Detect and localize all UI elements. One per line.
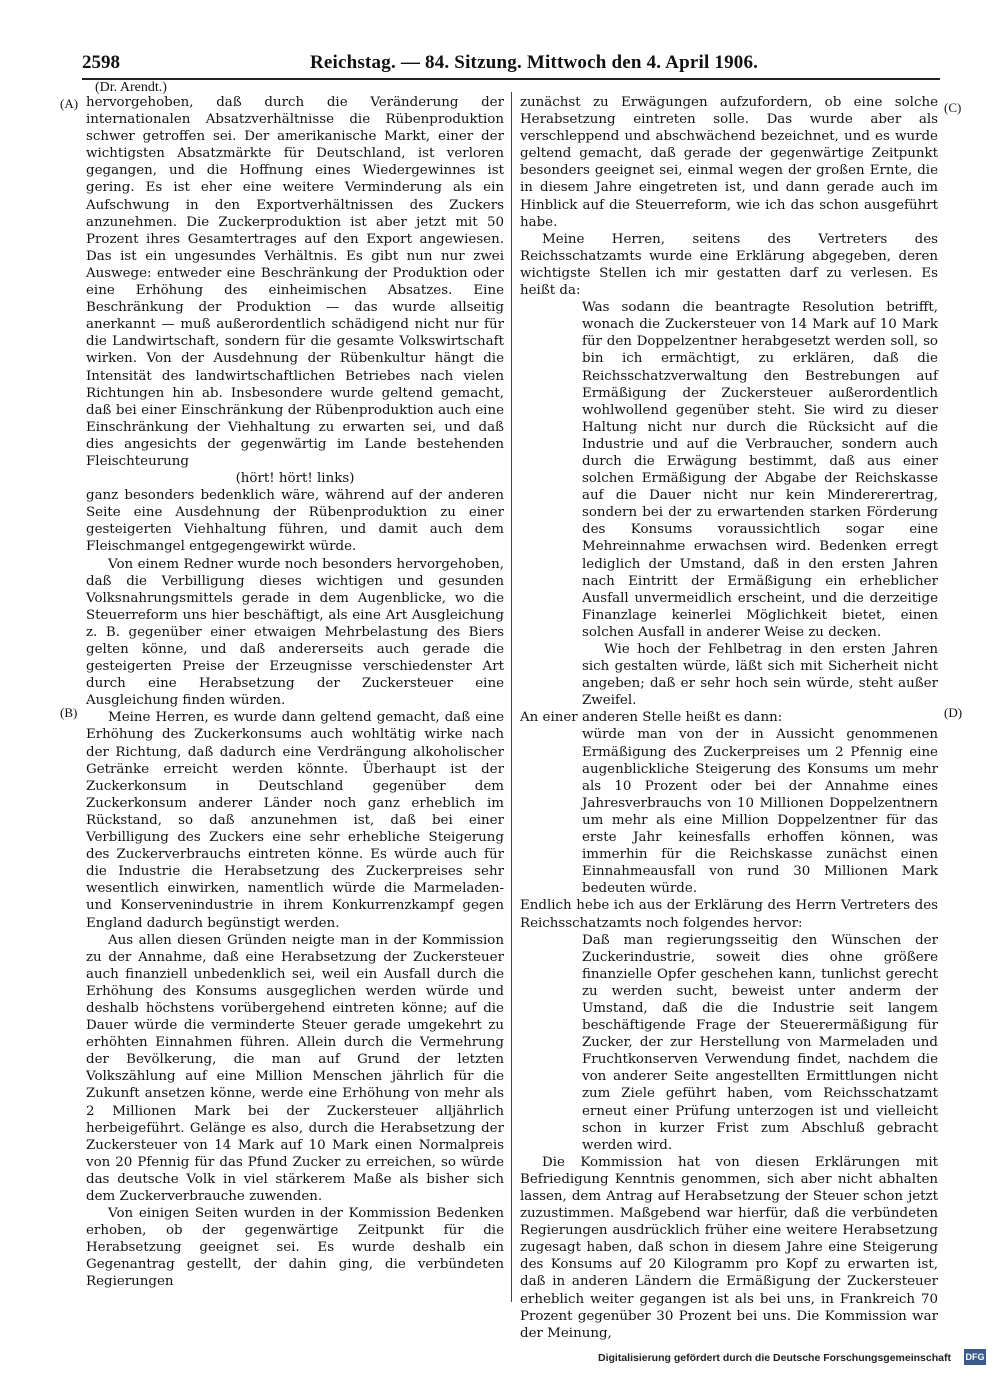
speaker-label: (Dr. Arendt.)	[95, 80, 167, 95]
paragraph: Endlich hebe ich aus der Erklärung des Herrn Vertreters des Reichsschatzamts noch folgendes hervor:	[520, 898, 938, 931]
page-header	[82, 52, 940, 76]
paragraph: zunächst zu Erwägungen aufzufordern, ob eine solche Herabsetzung eintreten solle. Das wurde aber als verschleppend und abschwächend bezeichnet, und es wurde geltend gemacht, daß gerade der gegenwärtige Zeitpunkt besonders geeignet sei, einmal wegen der großen Ernte, die in diesem Jahre eingetreten ist, und dann gerade auch im Hinblick auf die Steuerreform, wie ich das schon ausgeführt habe.	[520, 95, 938, 230]
running-title: Reichstag. — 84. Sitzung. Mittwoch den 4. April 1906.	[310, 52, 759, 73]
quotation: Daß man regierungsseitig den Wünschen der Zuckerindustrie, soweit dies ohne größere finanzielle Opfer geschehen kann, tunlichst gerecht zu werden sucht, beweist unter anderm der Umstand, daß die die Industrie seit langem beschäftigende Frage der Steuerermäßigung für Zucker, der zur Herstellung von Marmeladen und Fruchtkonserven Verwendung findet, nachdem die von anderer Seite angestellten Ermittlungen nicht zum Ziele geführt haben, vom Reichsschatzamt erneut einer Prüfung unterzogen ist und vielleicht schon in kurzer Frist zum Abschluß gebracht werden wird.	[582, 932, 938, 1153]
right-column	[520, 94, 938, 1342]
paragraph: Aus allen diesen Gründen neigte man in der Kommission zu der Annahme, daß eine Herabsetzung der Zuckersteuer auch finanziell unbedenklich sei, weil ein Ausfall durch die Erhöhung des Konsums ausgeglichen werden würde und deshalb höchstens vorübergehend eintreten könne; auf die Dauer würde die verminderte Steuer gerade umgekehrt zu erhöhten Einnahmen führen. Allein durch die Vermehrung der Bevölkerung, die man auf Grund der letzten Volkszählung auf eine Million Menschen jährlich für die Zukunft ansetzen könne, werde eine Erhöhung von mehr als 2 Millionen Mark bei der Zuckersteuer alljährlich herbeigeführt. Gelänge es also, durch die Herabsetzung der Zuckersteuer von 14 Mark auf 10 Mark einen Normalpreis von 20 Pfennig für das Pfund Zucker zu erreichen, so würde das deutsche Volk in viel stärkerem Maße als bisher sich dem Zuckerverbrauche zuwenden.	[86, 932, 504, 1204]
paragraph: Von einem Redner wurde noch besonders hervorgehoben, daß die Verbilligung dieses wichtigen und gesunden Volksnahrungsmittels gerade in dem Augenblicke, wo die Steuerreform uns hier beschäftigt, als eine Art Ausgleichung z. B. gegenüber einer etwaigen Mehrbelastung des Biers gelten könne, und daß andererseits auch gerade die gesteigerten Preise der Erzeugnisse verschiedenster Art durch eine Herabsetzung der Zuckersteuer eine Ausgleichung finden würden.	[86, 556, 504, 709]
margin-mark-c: (C)	[944, 100, 962, 115]
page-number: 2598	[82, 52, 120, 73]
quotation: Wie hoch der Fehlbetrag in den ersten Jahren sich gestalten würde, läßt sich mit Sicherheit nicht angeben; daß er sehr hoch sein würde, steht außer Zweifel.	[582, 642, 938, 709]
interjection: (hört! hört! links)	[235, 471, 355, 487]
funding-credit: Digitalisierung gefördert durch die Deutsche Forschungsgemeinschaft	[598, 1352, 951, 1364]
dfg-logo: DFG	[964, 1349, 986, 1365]
column-divider	[511, 92, 512, 1302]
left-column	[86, 94, 504, 1291]
paragraph: Meine Herren, es wurde dann geltend gemacht, daß eine Erhöhung des Zuckerkonsums auch wohltätig wirke nach der Richtung, daß dadurch eine Verdrängung alkoholischer Getränke erreicht werden könnte. Überhaupt ist der Zuckerkonsum in Deutschland gegenüber dem Zuckerkonsum anderer Länder noch ganz erheblich im Rückstand, so daß anzunehmen ist, daß bei einer Verbilligung des Zuckers eine sehr erhebliche Steigerung des Zuckerverbrauchs eintreten könne. Es würde auch für die Industrie die Herabsetzung des Zuckerpreises sehr wesentlich einwirken, namentlich würde die Marmeladen- und Konservenindustrie in ihrem Konkurrenzkampf gegen England dadurch begünstigt werden.	[86, 710, 504, 931]
paragraph: Meine Herren, seitens des Vertreters des Reichsschatzamts wurde eine Erklärung abgegeben, deren wichtigste Stellen ich mir gestatten darf zu verlesen. Es heißt da:	[520, 231, 938, 299]
header-rule	[82, 78, 940, 80]
paragraph: hervorgehoben, daß durch die Veränderung der internationalen Absatzverhältnisse die Rübenproduktion schwer getroffen sei. Der amerikanische Markt, einer der wichtigsten Absatzmärkte für Deutschland, ist verloren gegangen, und die Hoffnung eines Wiedergewinnes ist gering. Es ist eher eine weitere Verminderung als ein Aufschwung in den Exportverhältnissen des Zuckers anzunehmen. Die Zuckerproduktion ist aber jetzt mit 50 Prozent ihres Gesamtertrages auf den Export angewiesen. Das ist ein ungesundes Verhältnis. Es gibt nun nur zwei Auswege: entweder eine Beschränkung der Produktion oder eine Erhöhung des einheimischen Absatzes. Eine Beschränkung der Produktion — das wurde allseitig anerkannt — muß außerordentlich schädigend nicht nur für die Landwirtschaft, sondern für die gesamte Volkswirtschaft wirken. Von der Ausdehnung der Rübenkultur hängt die Intensität des landwirtschaftlichen Betriebes nach vielen Richtungen hin ab. Insbesondere wurde geltend gemacht, daß bei einer Einschränkung der Rübenproduktion auch eine Einschränkung der Viehhaltung zu erwarten sei, und daß dies angesichts der gegenwärtig im Lande bestehenden Fleischteurung	[86, 95, 504, 469]
paragraph: An einer anderen Stelle heißt es dann:	[520, 710, 783, 726]
quotation: Was sodann die beantragte Resolution betrifft, wonach die Zuckersteuer von 14 Mark auf 10 Mark für den Doppelzentner herabgesetzt werden soll, so bin ich ermächtigt, zu erklären, daß die Reichsschatzverwaltung den Bestrebungen auf Ermäßigung der Zuckersteuer außerordentlich wohlwollend gegenüber steht. Sie wird zu dieser Haltung nicht nur durch die Rücksicht auf die Industrie und auf die Verbraucher, sondern auch durch die Erwägung bestimmt, daß aus einer solchen Ermäßigung der Abgabe der Reichskasse auf die Dauer nicht nur kein Mindererertrag, sondern bei der zu erwartenden starken Förderung des Konsums voraussichtlich sogar eine Mehreinnahme erwachsen wird. Bedenken erregt lediglich der Umstand, daß in den ersten Jahren nach Eintritt der Ermäßigung ein erheblicher Ausfall unvermeidlich erscheint, und die derzeitige Finanzlage keinerlei Möglichkeit bietet, einen solchen Ausfall in anderer Weise zu decken.	[582, 300, 938, 640]
margin-mark-a: (A)	[60, 96, 79, 111]
quotation: würde man von der in Aussicht genommenen Ermäßigung des Zuckerpreises um 2 Pfennig eine augenblickliche Steigerung des Konsums um mehr als 10 Prozent oder bei der Annahme eines Jahresverbrauchs von 10 Millionen Doppelzentnern um mehr als eine Million Doppelzentner für das erste Jahr keinesfalls erhoffen können, was immerhin für die Reichskasse zunächst einen Einnahmeausfall von rund 30 Millionen Mark bedeuten würde.	[582, 727, 938, 897]
paragraph: ganz besonders bedenklich wäre, während auf der anderen Seite eine Ausdehnung der Rübenproduktion zu einer gesteigerten Viehhaltung führen, und damit auch dem Fleischmangel entgegengewirkt würde.	[86, 488, 504, 555]
margin-mark-d: (D)	[944, 705, 963, 720]
paragraph: Die Kommission hat von diesen Erklärungen mit Befriedigung Kenntnis genommen, sich aber nicht abhalten lassen, dem Antrag auf Herabsetzung der Steuer schon jetzt zuzustimmen. Maßgebend war hierfür, daß die verbündeten Regierungen ausdrücklich früher eine weitere Herabsetzung zugesagt haben, daß schon in diesem Jahre eine Steigerung des Konsums auf 20 Kilogramm pro Kopf zu erwarten ist, daß in anderen Ländern die Ermäßigung der Zuckersteuer erheblich weiter gegangen ist als bei uns, in Frankreich 70 Prozent gegenüber 30 Prozent bei uns. Die Kommission war der Meinung,	[520, 1154, 938, 1341]
paragraph: Von einigen Seiten wurden in der Kommission Bedenken erhoben, ob der gegenwärtige Zeitpunkt für die Herabsetzung geeignet sei. Es wurde deshalb ein Gegenantrag gestellt, der dahin ging, die verbündeten Regierungen	[86, 1206, 504, 1290]
margin-mark-b: (B)	[60, 705, 78, 720]
